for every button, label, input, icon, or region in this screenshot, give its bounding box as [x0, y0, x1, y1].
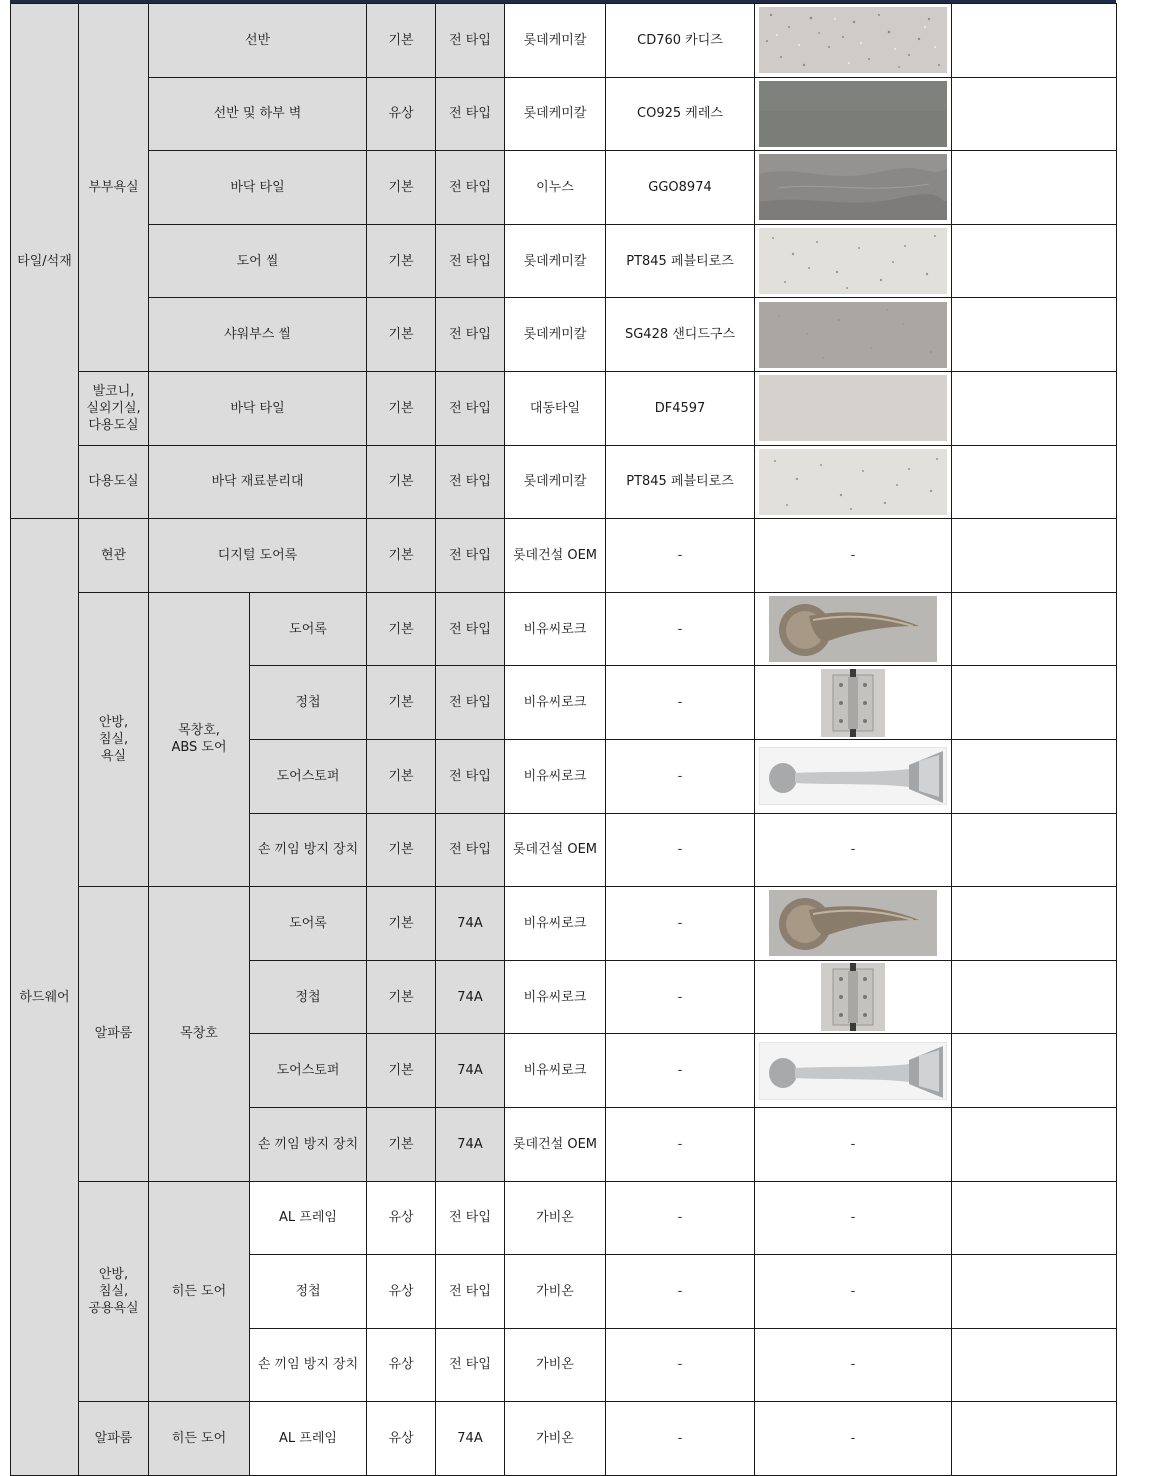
maker-cell: 이누스 [505, 151, 606, 225]
swatch-cell [755, 224, 952, 298]
maker-cell: 롯데건설 OEM [505, 1107, 606, 1181]
remarks-cell [952, 1034, 1117, 1108]
room-cell: 안방, 침실, 욕실 [79, 592, 149, 886]
item-cell: AL 프레임 [250, 1402, 367, 1476]
option-cell: 기본 [367, 592, 436, 666]
remarks-cell [952, 960, 1117, 1034]
model-cell: - [606, 1402, 755, 1476]
option-cell: 기본 [367, 887, 436, 961]
room-cell: 다용도실 [79, 445, 149, 519]
type-cell: 74A [436, 1402, 505, 1476]
door-stopper-icon [759, 1042, 947, 1100]
category-cell: 타일/석재 [11, 4, 79, 519]
item-cell: 손 끼임 방지 장치 [250, 1328, 367, 1402]
maker-cell: 비유씨로크 [505, 960, 606, 1034]
option-cell: 기본 [367, 1107, 436, 1181]
item-cell: 선반 [149, 4, 367, 78]
maker-cell: 가비온 [505, 1181, 606, 1255]
remarks-cell [952, 151, 1117, 225]
option-cell: 기본 [367, 960, 436, 1034]
type-cell: 전 타입 [436, 4, 505, 78]
option-cell: 기본 [367, 151, 436, 225]
model-cell: - [606, 887, 755, 961]
model-cell: PT845 페블티로즈 [606, 224, 755, 298]
type-cell: 74A [436, 1034, 505, 1108]
type-cell: 전 타입 [436, 77, 505, 151]
hinge-icon [821, 963, 885, 1031]
model-cell: - [606, 960, 755, 1034]
room-cell: 현관 [79, 519, 149, 593]
image-cell: - [755, 1328, 952, 1402]
image-cell [755, 739, 952, 813]
remarks-cell [952, 519, 1117, 593]
option-cell: 기본 [367, 739, 436, 813]
type-cell: 전 타입 [436, 592, 505, 666]
type-cell: 74A [436, 960, 505, 1034]
room-cell: 알파룸 [79, 1402, 149, 1476]
table-row [11, 151, 1117, 225]
item-cell: 도어스토퍼 [250, 739, 367, 813]
model-cell: - [606, 1181, 755, 1255]
type-cell: 전 타입 [436, 813, 505, 887]
type-cell: 전 타입 [436, 224, 505, 298]
table-row [11, 1402, 1117, 1476]
door-lever-icon [769, 890, 937, 956]
model-cell: - [606, 519, 755, 593]
item-cell: 도어록 [250, 887, 367, 961]
subgroup-cell: 히든 도어 [149, 1402, 250, 1476]
finish-spec-table [10, 3, 1117, 1476]
table-row [11, 371, 1117, 445]
material-swatch-image [759, 81, 947, 147]
table-row [11, 4, 1117, 78]
remarks-cell [952, 739, 1117, 813]
image-cell [755, 887, 952, 961]
item-cell: 정첩 [250, 666, 367, 740]
image-cell [755, 666, 952, 740]
maker-cell: 가비온 [505, 1402, 606, 1476]
maker-cell: 비유씨로크 [505, 1034, 606, 1108]
option-cell: 유상 [367, 1181, 436, 1255]
material-swatch-image [759, 228, 947, 294]
remarks-cell [952, 224, 1117, 298]
remarks-cell [952, 1328, 1117, 1402]
table-row [11, 887, 1117, 961]
image-cell: - [755, 1255, 952, 1329]
image-cell: - [755, 813, 952, 887]
remarks-cell [952, 887, 1117, 961]
model-cell: CD760 카디즈 [606, 4, 755, 78]
item-cell: 정첩 [250, 1255, 367, 1329]
option-cell: 유상 [367, 77, 436, 151]
option-cell: 기본 [367, 1034, 436, 1108]
type-cell: 전 타입 [436, 151, 505, 225]
option-cell: 기본 [367, 371, 436, 445]
table-row [11, 592, 1117, 666]
room-cell: 알파룸 [79, 887, 149, 1181]
material-swatch-image [759, 302, 947, 368]
table-row [11, 224, 1117, 298]
type-cell: 전 타입 [436, 1255, 505, 1329]
image-cell [755, 960, 952, 1034]
model-cell: GGO8974 [606, 151, 755, 225]
type-cell: 74A [436, 1107, 505, 1181]
option-cell: 유상 [367, 1328, 436, 1402]
option-cell: 유상 [367, 1402, 436, 1476]
option-cell: 기본 [367, 224, 436, 298]
model-cell: - [606, 1034, 755, 1108]
remarks-cell [952, 592, 1117, 666]
table-row [11, 1181, 1117, 1255]
type-cell: 전 타입 [436, 1181, 505, 1255]
material-swatch-image [759, 154, 947, 220]
maker-cell: 비유씨로크 [505, 592, 606, 666]
option-cell: 기본 [367, 666, 436, 740]
hinge-icon [821, 669, 885, 737]
remarks-cell [952, 77, 1117, 151]
remarks-cell [952, 1255, 1117, 1329]
maker-cell: 비유씨로크 [505, 887, 606, 961]
type-cell: 전 타입 [436, 739, 505, 813]
category-cell: 하드웨어 [11, 519, 79, 1476]
item-cell: 바닥 타일 [149, 151, 367, 225]
item-cell: 바닥 타일 [149, 371, 367, 445]
remarks-cell [952, 1181, 1117, 1255]
item-cell: 디지털 도어록 [149, 519, 367, 593]
remarks-cell [952, 1107, 1117, 1181]
model-cell: CO925 케레스 [606, 77, 755, 151]
table-row [11, 445, 1117, 519]
option-cell: 기본 [367, 4, 436, 78]
item-cell: 손 끼임 방지 장치 [250, 813, 367, 887]
room-cell: 안방, 침실, 공용욕실 [79, 1181, 149, 1402]
type-cell: 전 타입 [436, 666, 505, 740]
model-cell: - [606, 592, 755, 666]
maker-cell: 롯데케미칼 [505, 445, 606, 519]
subgroup-cell: 목창호, ABS 도어 [149, 592, 250, 886]
maker-cell: 롯데건설 OEM [505, 813, 606, 887]
table-row [11, 519, 1117, 593]
remarks-cell [952, 298, 1117, 372]
option-cell: 기본 [367, 519, 436, 593]
type-cell: 전 타입 [436, 519, 505, 593]
item-cell: AL 프레임 [250, 1181, 367, 1255]
type-cell: 전 타입 [436, 371, 505, 445]
door-stopper-icon [759, 747, 947, 805]
maker-cell: 비유씨로크 [505, 739, 606, 813]
item-cell: 도어록 [250, 592, 367, 666]
item-cell: 바닥 재료분리대 [149, 445, 367, 519]
door-lever-icon [769, 596, 937, 662]
option-cell: 기본 [367, 813, 436, 887]
table-row [11, 298, 1117, 372]
remarks-cell [952, 4, 1117, 78]
image-cell: - [755, 1107, 952, 1181]
swatch-cell [755, 445, 952, 519]
maker-cell: 비유씨로크 [505, 666, 606, 740]
swatch-cell [755, 371, 952, 445]
item-cell: 손 끼임 방지 장치 [250, 1107, 367, 1181]
model-cell: - [606, 1107, 755, 1181]
maker-cell: 롯데케미칼 [505, 298, 606, 372]
maker-cell: 대동타일 [505, 371, 606, 445]
model-cell: - [606, 1255, 755, 1329]
option-cell: 기본 [367, 298, 436, 372]
option-cell: 유상 [367, 1255, 436, 1329]
room-cell: 발코니, 실외기실, 다용도실 [79, 371, 149, 445]
remarks-cell [952, 813, 1117, 887]
room-cell: 부부욕실 [79, 4, 149, 372]
subgroup-cell: 히든 도어 [149, 1181, 250, 1402]
maker-cell: 롯데케미칼 [505, 224, 606, 298]
item-cell: 선반 및 하부 벽 [149, 77, 367, 151]
model-cell: DF4597 [606, 371, 755, 445]
image-cell: - [755, 1181, 952, 1255]
remarks-cell [952, 666, 1117, 740]
item-cell: 도어 씰 [149, 224, 367, 298]
image-cell: - [755, 1402, 952, 1476]
type-cell: 74A [436, 887, 505, 961]
material-swatch-image [759, 449, 947, 515]
model-cell: - [606, 1328, 755, 1402]
type-cell: 전 타입 [436, 1328, 505, 1402]
remarks-cell [952, 445, 1117, 519]
item-cell: 정첩 [250, 960, 367, 1034]
swatch-cell [755, 298, 952, 372]
model-cell: - [606, 813, 755, 887]
model-cell: SG428 샌디드구스 [606, 298, 755, 372]
item-cell: 도어스토퍼 [250, 1034, 367, 1108]
maker-cell: 롯데케미칼 [505, 4, 606, 78]
material-swatch-image [759, 7, 947, 73]
maker-cell: 롯데건설 OEM [505, 519, 606, 593]
type-cell: 전 타입 [436, 445, 505, 519]
material-swatch-image [759, 375, 947, 441]
swatch-cell [755, 4, 952, 78]
maker-cell: 가비온 [505, 1328, 606, 1402]
subgroup-cell: 목창호 [149, 887, 250, 1181]
model-cell: PT845 페블티로즈 [606, 445, 755, 519]
image-cell [755, 1034, 952, 1108]
image-cell [755, 592, 952, 666]
model-cell: - [606, 739, 755, 813]
type-cell: 전 타입 [436, 298, 505, 372]
maker-cell: 롯데케미칼 [505, 77, 606, 151]
remarks-cell [952, 371, 1117, 445]
option-cell: 기본 [367, 445, 436, 519]
swatch-cell [755, 151, 952, 225]
maker-cell: 가비온 [505, 1255, 606, 1329]
remarks-cell [952, 1402, 1117, 1476]
swatch-cell [755, 77, 952, 151]
table-row [11, 77, 1117, 151]
model-cell: - [606, 666, 755, 740]
item-cell: 샤워부스 씰 [149, 298, 367, 372]
image-cell: - [755, 519, 952, 593]
